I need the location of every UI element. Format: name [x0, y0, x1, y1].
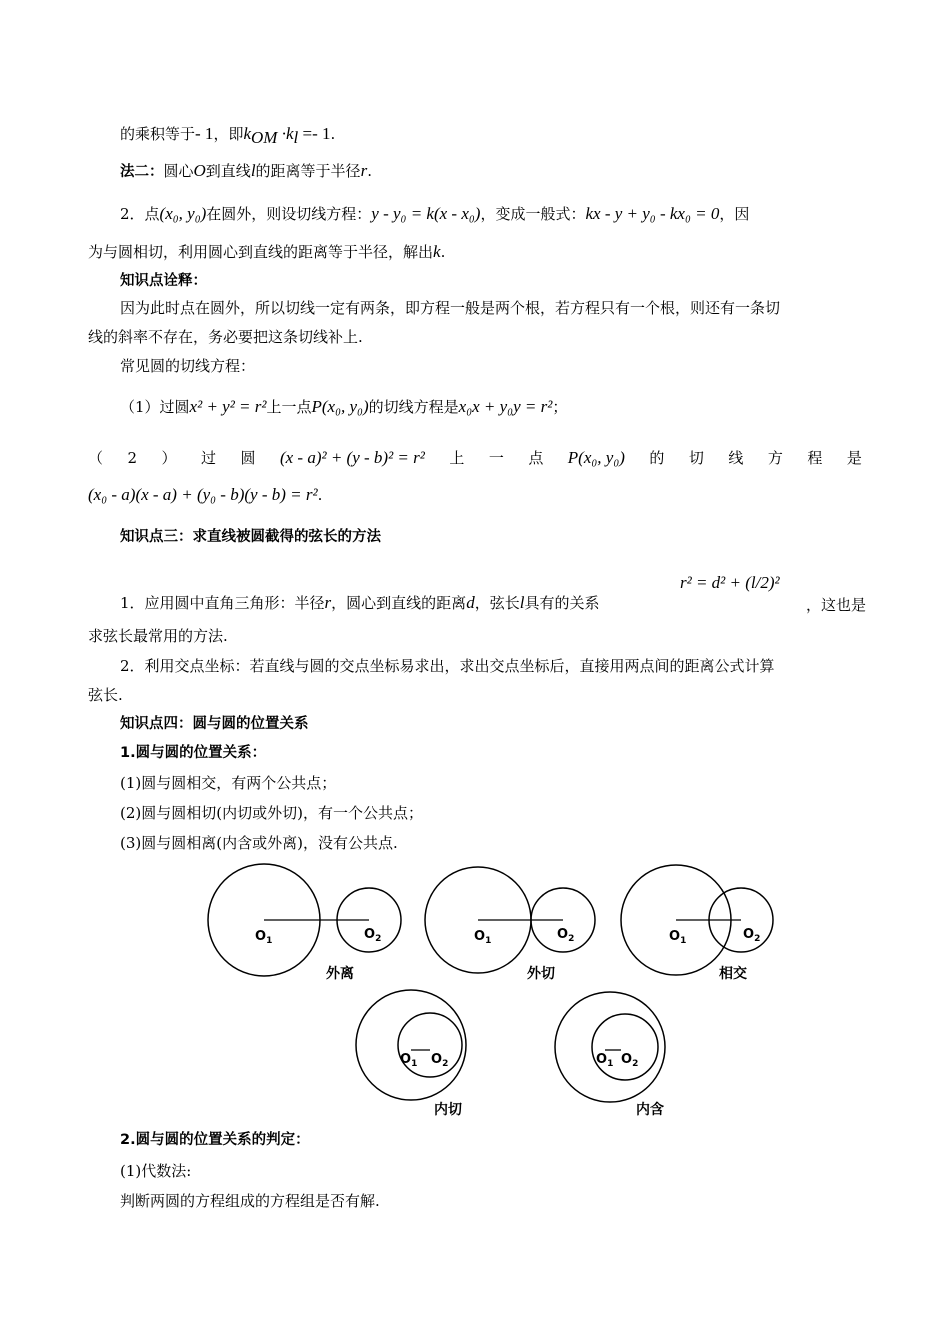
circle-o1-tangent-int [356, 990, 466, 1100]
text-line: 2．点(x₀, y₀)在圆外，则设切线方程：y - y₀ = k(x - x₀)，变成一般式：kx - y + y₀ - kx₀ = 0，因 [120, 204, 750, 223]
caption-tangent-ext: 外切 [527, 966, 555, 982]
text-line: 常见圆的切线方程： [120, 357, 256, 375]
label-o2: $O_2$ [621, 1052, 639, 1069]
section-heading: 知识点四：圆与圆的位置关系 [120, 716, 309, 732]
circle-o2-contained [592, 1014, 658, 1080]
list-item: (2)圆与圆相切(内切或外切)，有一个公共点； [120, 804, 423, 822]
text-line: 的乘积等于- 1，即$k_{OM} \cdot k_l =- 1$. [120, 124, 336, 147]
circle-positions-figure [0, 860, 950, 1125]
caption-tangent-int: 内切 [434, 1102, 462, 1118]
list-item: (1)代数法: [120, 1162, 192, 1180]
text-line: 线的斜率不存在，务必要把这条切线补上. [88, 328, 363, 346]
chord-formula: r² = d² + (l/2)² [680, 573, 780, 592]
label-o1: $O_1$ [669, 929, 687, 946]
text-line: ，这也是 [806, 596, 867, 614]
text-line: （1）过圆x² + y² = r²上一点P(x₀, y₀)的切线方程是x₀x + y₀y = r²； [120, 397, 568, 416]
label-o1: $O_1$ [596, 1052, 614, 1069]
text-line: 1．应用圆中直角三角形：半径r，圆心到直线的距离d，弦长l具有的关系 [120, 593, 600, 612]
label-o1: $O_1$ [255, 929, 273, 946]
section-heading: 知识点三：求直线被圆截得的弦长的方法 [120, 529, 381, 545]
text-line: 判断两圆的方程组成的方程组是否有解. [120, 1192, 380, 1210]
text-line: 法二：圆心O到直线l的距离等于半径r. [120, 161, 372, 180]
list-item: (3)圆与圆相离(内含或外离)，没有公共点. [120, 834, 398, 852]
label-o1: $O_1$ [474, 929, 492, 946]
text-line: (x₀ - a)(x - a) + (y₀ - b)(y - b) = r². [88, 485, 323, 504]
label-o2: $O_2$ [364, 927, 382, 944]
text-line: 因为此时点在圆外，所以切线一定有两条，即方程一般是两个根，若方程只有一个根，则还有一条切 [120, 299, 781, 317]
label-o2: $O_2$ [743, 927, 761, 944]
section-heading: 知识点诠释： [120, 273, 207, 289]
text-line-justified: （ 2 ） 过 圆 (x - a)² + (y - b)² = r² 上 一 点 P(x₀, y₀) 的 切 线 方 程 是 [88, 448, 862, 467]
circle-o1-contained [555, 992, 665, 1102]
list-item: (1)圆与圆相交，有两个公共点； [120, 774, 337, 792]
caption-contained: 内含 [636, 1102, 664, 1118]
text-line: 2．利用交点坐标：若直线与圆的交点坐标易求出，求出交点坐标后，直接用两点间的距离公式计算 [120, 657, 775, 675]
text-line: 弦长. [88, 686, 123, 704]
subsection-heading: 2.圆与圆的位置关系的判定： [120, 1132, 310, 1148]
label-o1: $O_1$ [400, 1052, 418, 1069]
label-o2: $O_2$ [557, 927, 575, 944]
text-line: 为与圆相切，利用圆心到直线的距离等于半径，解出k. [88, 242, 446, 261]
label-o2: $O_2$ [431, 1052, 449, 1069]
text-line: 求弦长最常用的方法. [88, 627, 228, 645]
caption-separated: 外离 [326, 966, 354, 982]
caption-intersect: 相交 [719, 966, 747, 982]
circle-o2-tangent-int [398, 1013, 462, 1077]
subsection-heading: 1.圆与圆的位置关系： [120, 745, 267, 761]
